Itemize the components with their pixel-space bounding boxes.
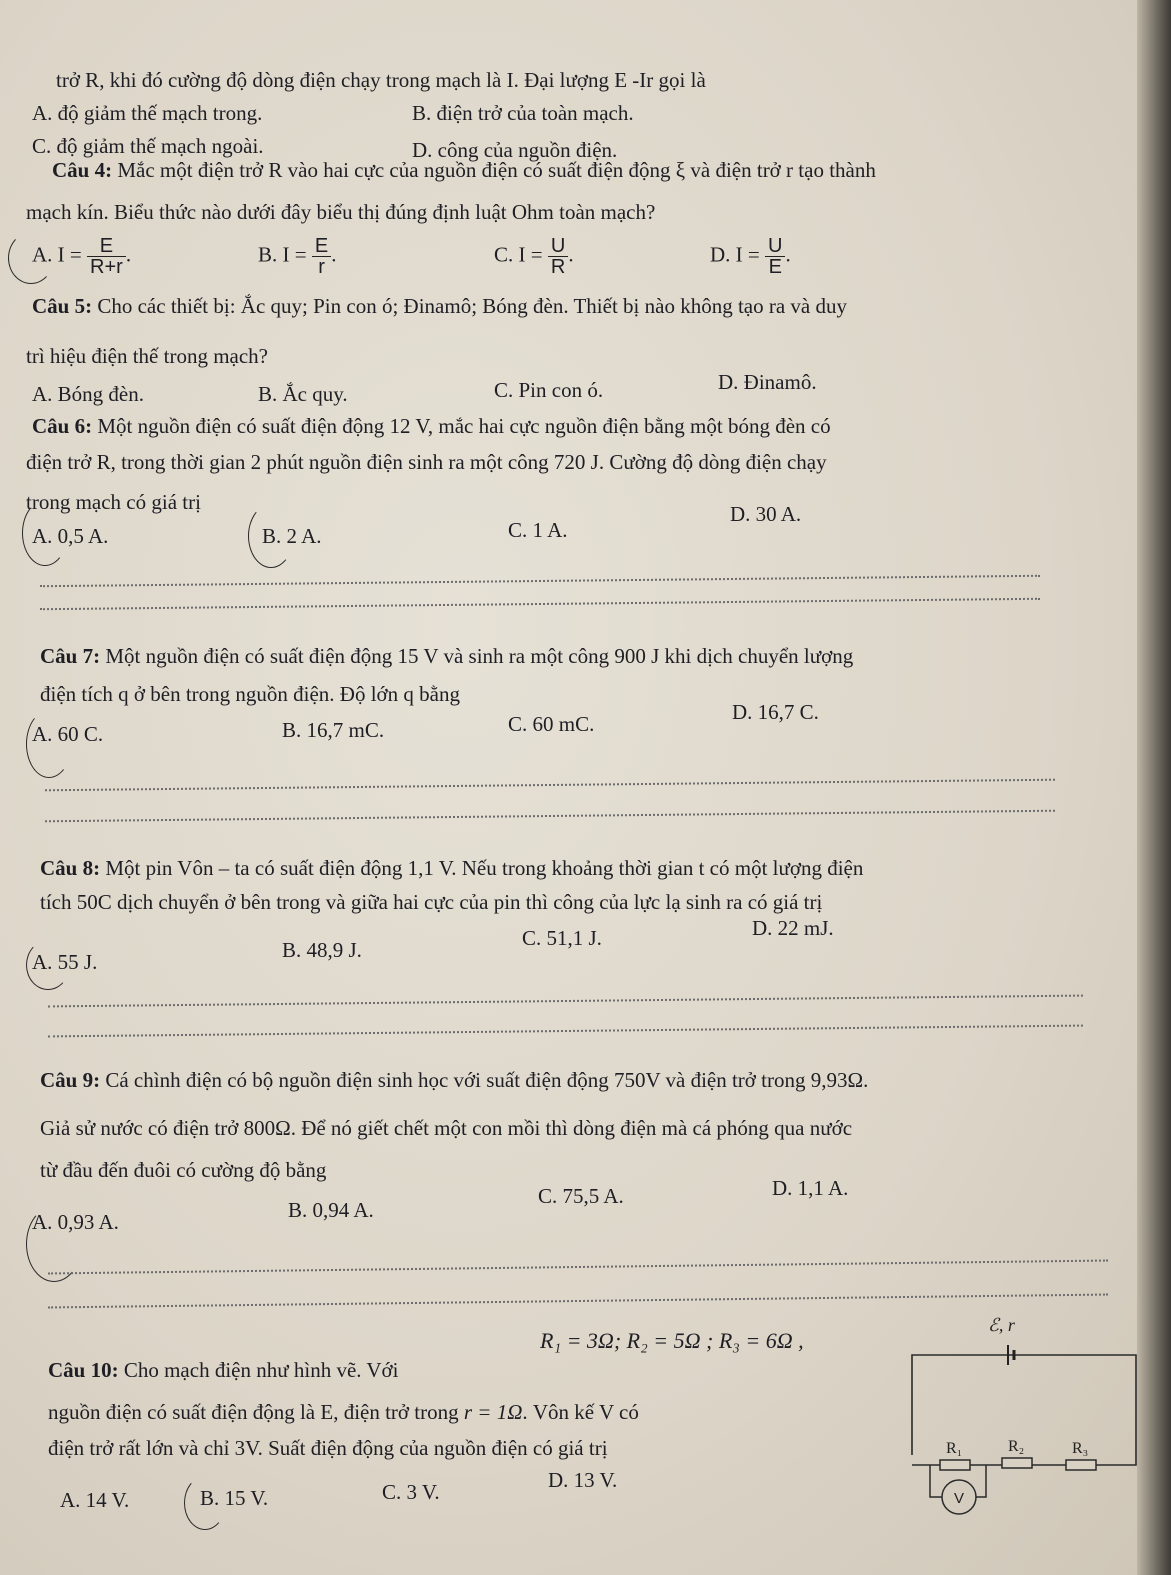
q8-stem-line1 [40, 858, 863, 879]
q9-stem-line1 [40, 1070, 868, 1091]
q10-stem-text2a: nguồn điện có suất điện động là E, điện trở trong [48, 1400, 459, 1424]
q4-a-fraction [87, 236, 126, 277]
q5-heading: Câu 5: [32, 294, 93, 318]
q4-d-den: E [768, 256, 782, 278]
q7-option-a: A. 60 C. [32, 722, 104, 746]
q3-option-d: D. công của nguồn điện. [412, 138, 618, 162]
q3-option-b: B. điện trở của toàn mạch. [412, 101, 634, 125]
q4-d-num: U [765, 236, 785, 257]
q6-heading: Câu 6: [32, 414, 93, 438]
q7-option-b: B. 16,7 mC. [282, 718, 385, 742]
q8-a-mark [26, 940, 70, 990]
q9-stem-line2: Giả sử nước có điện trở 800Ω. Để nó giết chết một con mồi thì dòng điện mà cá phóng qua nước [40, 1116, 853, 1140]
q3-option-a: A. độ giảm thế mạch trong. [32, 101, 263, 125]
q4-c-lhs: I = [518, 242, 543, 267]
q9-a-mark [26, 1206, 82, 1282]
q6-b-mark [248, 504, 294, 568]
q3-option-c: C. độ giảm thế mạch ngoài. [32, 134, 264, 158]
q7-option-c: C. 60 mC. [508, 712, 595, 736]
q6-option-a: A. 0,5 A. [32, 524, 109, 548]
q4-a-lhs: I = [57, 242, 82, 267]
fig-r3-label: R₃ [1072, 1440, 1089, 1457]
q4-option-b: B. I = $\frac{E}{r}$ . [258, 235, 337, 278]
q9-option-c: C. 75,5 A. [538, 1184, 624, 1208]
q7-option-d: D. 16,7 C. [732, 700, 819, 724]
q6-option-b: B. 2 A. [262, 524, 322, 548]
q4-option-c: C. I = $\frac{U}{R}$ . [494, 235, 574, 278]
q6-a-mark [22, 500, 68, 566]
q4-c-num: U [548, 236, 568, 257]
q10-stem-text1: Cho mạch điện như hình vẽ. Với [123, 1358, 399, 1382]
q6-option-d: D. 30 A. [730, 502, 802, 526]
q7-stem-text1: Một nguồn điện có suất điện động 15 V và sinh ra một công 900 J khi dịch chuyển lượng [105, 644, 854, 668]
q10-option-d: D. 13 V. [548, 1468, 618, 1492]
q4-b-fraction [312, 236, 331, 277]
q4-stem-line2: mạch kín. Biểu thức nào dưới đây biểu thị đúng định luật Ohm toàn mạch? [26, 200, 656, 224]
q5-option-d: D. Đinamô. [718, 370, 817, 394]
q7-heading: Câu 7: [40, 644, 101, 668]
q8-stem-line2: tích 50C dịch chuyển ở bên trong và giữa hai cực của pin thì công của lực lạ sinh ra có giá trị [40, 890, 823, 914]
q8-option-a: A. 55 J. [32, 950, 98, 974]
q4-a-den: R+r [90, 256, 123, 278]
q10-b-mark [184, 1476, 226, 1530]
q10-internal-resistance: r = 1Ω [463, 1400, 523, 1424]
q4-b-label: B. [258, 242, 278, 267]
q4-b-den: r [318, 256, 325, 278]
q8-option-c: C. 51,1 J. [522, 926, 602, 950]
q10-heading: Câu 10: [48, 1358, 119, 1382]
q9-option-d: D. 1,1 A. [772, 1176, 849, 1200]
fig-voltmeter-label: V [954, 1490, 965, 1507]
q10-stem-text2c: . Vôn kế V có [522, 1400, 639, 1424]
q8-option-b: B. 48,9 J. [282, 938, 362, 962]
q9-heading: Câu 9: [40, 1068, 101, 1092]
q10-stem-line1 [48, 1360, 399, 1381]
q5-stem-line1 [32, 296, 847, 317]
q4-b-lhs: I = [282, 242, 307, 267]
q4-d-lhs: I = [735, 242, 760, 267]
q4-c-fraction [548, 236, 568, 277]
resistor-r2 [1002, 1458, 1032, 1468]
q6-option-c: C. 1 A. [508, 518, 568, 542]
q9-option-b: B. 0,94 A. [288, 1198, 374, 1222]
q4-a-num: E [87, 236, 126, 257]
q6-stem-line2: điện trở R, trong thời gian 2 phút nguồn điện sinh ra một công 720 J. Cường độ dòng điện chạy [26, 450, 827, 474]
q4-stem-text1: Mắc một điện trở R vào hai cực của nguồn điện có suất điện động ξ và điện trở r tạo thành [117, 158, 876, 182]
q10-stem-line3: điện trở rất lớn và chỉ 3V. Suất điện động của nguồn điện có giá trị [48, 1436, 608, 1460]
q8-heading: Câu 8: [40, 856, 101, 880]
q6-stem-text1: Một nguồn điện có suất điện động 12 V, mắc hai cực nguồn điện bằng một bóng đèn có [97, 414, 831, 438]
q4-d-fraction [765, 236, 785, 277]
q6-stem-line3: trong mạch có giá trị [26, 490, 201, 514]
q10-option-c: C. 3 V. [382, 1480, 440, 1504]
q10-circuit-diagram [900, 1315, 1150, 1555]
q7-stem-line2: điện tích q ở bên trong nguồn điện. Độ lớn q bằng [40, 682, 460, 706]
q4-stem-line1 [52, 160, 876, 181]
resistor-r1 [940, 1460, 970, 1470]
q9-stem-line3: từ đầu đến đuôi có cường độ bằng [40, 1158, 327, 1182]
q3-stem: trở R, khi đó cường độ dòng điện chạy trong mạch là I. Đại lượng E -Ir gọi là [56, 68, 706, 92]
q5-stem-line2: trì hiệu điện thế trong mạch? [26, 344, 269, 368]
q7-stem-line1 [40, 646, 853, 667]
q8-stem-text1: Một pin Vôn – ta có suất điện động 1,1 V. Nếu trong khoảng thời gian t có một lượng điện [105, 856, 864, 880]
q4-b-num: E [312, 236, 331, 257]
q7-a-mark [26, 710, 72, 778]
q5-option-c: C. Pin con ó. [494, 378, 604, 402]
q4-heading: Câu 4: [52, 158, 113, 182]
q10-option-b: B. 15 V. [200, 1486, 269, 1510]
fig-source-label: ℰ, r [988, 1315, 1015, 1335]
voltmeter-lead-right [976, 1465, 986, 1497]
q4-option-d: D. I = $\frac{U}{E}$ . [710, 235, 791, 278]
q4-a-label: A. [32, 242, 53, 267]
q4-option-a: A. I = $\frac{E}{R+r}$ . [32, 235, 132, 278]
q4-c-label: C. [494, 242, 514, 267]
q5-stem-text1: Cho các thiết bị: Ắc quy; Pin con ó; Đinamô; Bóng đèn. Thiết bị nào không tạo ra và duy [97, 294, 847, 318]
resistor-r3 [1066, 1460, 1096, 1470]
q6-stem-line1 [32, 416, 831, 437]
q4-a-mark [8, 232, 54, 284]
q10-resistor-values: R₁ = 3Ω; R₂ = 5Ω ; R₃ = 6Ω , [540, 1328, 804, 1353]
q4-d-label: D. [710, 242, 731, 267]
q5-option-b: B. Ắc quy. [258, 382, 348, 406]
q9-stem-text1: Cá chình điện có bộ nguồn điện sinh học với suất điện động 750V và điện trở trong 9,93Ω. [105, 1068, 869, 1092]
q4-c-den: R [550, 256, 566, 278]
q10-stem-line2 [48, 1402, 639, 1423]
q5-option-a: A. Bóng đèn. [32, 382, 144, 406]
q8-option-d: D. 22 mJ. [752, 916, 834, 940]
q10-option-a: A. 14 V. [60, 1488, 130, 1512]
fig-r2-label: R₂ [1008, 1438, 1025, 1455]
q9-option-a: A. 0,93 A. [32, 1210, 119, 1234]
fig-r1-label: R₁ [946, 1440, 963, 1457]
